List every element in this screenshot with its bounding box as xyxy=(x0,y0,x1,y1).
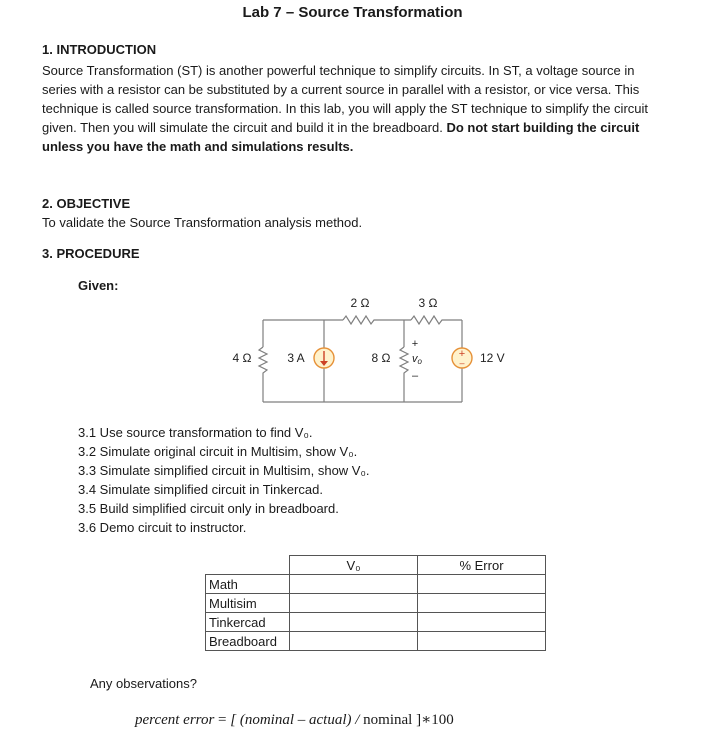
procedure-heading: 3. PROCEDURE xyxy=(42,246,140,261)
table-cell xyxy=(418,575,546,594)
results-table xyxy=(205,555,546,651)
intro-bold-text: Do not start building the circuit unless you have the math and simulations results. xyxy=(42,120,640,154)
table-cell xyxy=(290,594,418,613)
observations-label: Any observations? xyxy=(90,676,197,691)
vs-plus-sign: + xyxy=(458,348,466,360)
procedure-step: 3.5 Build simplified circuit only in breadboard. xyxy=(78,501,339,516)
table-cell xyxy=(418,613,546,632)
procedure-step: 3.4 Simulate simplified circuit in Tinkercad. xyxy=(78,482,323,497)
table-row xyxy=(206,594,546,613)
intro-text: Source Transformation (ST) is another powerful technique to simplify circuits. In ST, a voltage source in series with a resistor can be substituted by a current source in parallel with a resistor, or vice versa. This technique is called source transformation. In this lab, you will apply the ST technique to simplify the circuit given. Then you will simulate the circuit and build it in the breadboard. xyxy=(42,63,649,135)
procedure-step: 3.6 Demo circuit to instructor. xyxy=(78,520,247,535)
intro-heading: 1. INTRODUCTION xyxy=(42,42,157,57)
percent-error-formula xyxy=(135,710,454,729)
formula-rhs-b: nominal xyxy=(363,712,413,728)
procedure-step: 3.2 Simulate original circuit in Multisim, show V₀. xyxy=(78,444,358,459)
label-r-3ohm: 3 Ω xyxy=(418,296,438,310)
vo-plus-sign: + xyxy=(411,338,419,350)
formula-lhs: percent error xyxy=(135,712,215,728)
formula-rhs-c: ]∗100 xyxy=(412,712,454,728)
resistor-4ohm xyxy=(259,347,267,375)
table-cell xyxy=(290,613,418,632)
table-cell xyxy=(290,632,418,651)
table-header-cell: V₀ xyxy=(290,556,418,575)
label-r-2ohm: 2 Ω xyxy=(350,296,370,310)
label-voltage-source: 12 V xyxy=(480,351,505,365)
table-row-label: Tinkercad xyxy=(206,613,290,632)
circuit-diagram xyxy=(200,285,520,415)
vs-minus-sign: – xyxy=(459,358,465,368)
table-cell xyxy=(290,575,418,594)
table-row xyxy=(206,613,546,632)
voltage-source xyxy=(452,348,472,368)
resistor-8ohm xyxy=(400,347,408,375)
label-current-source: 3 A xyxy=(287,351,305,365)
vo-minus-sign: – xyxy=(411,370,419,382)
table-row xyxy=(206,632,546,651)
table-header-row xyxy=(206,556,546,575)
procedure-step: 3.3 Simulate simplified circuit in Multisim, show V₀. xyxy=(78,463,370,478)
procedure-step: 3.1 Use source transformation to find V₀. xyxy=(78,425,313,440)
label-vo: vo xyxy=(412,353,422,366)
page-title: Lab 7 – Source Transformation xyxy=(242,4,463,21)
label-r-8ohm: 8 Ω xyxy=(371,351,391,365)
intro-paragraph xyxy=(42,61,652,156)
current-source xyxy=(314,348,334,368)
table-row-label: Math xyxy=(206,575,290,594)
resistor-3ohm xyxy=(411,316,445,324)
label-r-4ohm: 4 Ω xyxy=(232,351,252,365)
formula-equals: = xyxy=(214,712,231,728)
table-cell xyxy=(418,594,546,613)
table-row-label: Breadboard xyxy=(206,632,290,651)
table-row-label: Multisim xyxy=(206,594,290,613)
procedure-steps xyxy=(78,423,369,537)
formula-rhs-a: [ (nominal – actual) / xyxy=(230,712,364,728)
objective-text: To validate the Source Transformation analysis method. xyxy=(42,215,363,230)
table-cell xyxy=(418,632,546,651)
resistor-2ohm xyxy=(343,316,377,324)
given-label: Given: xyxy=(78,278,119,293)
table-header-cell: % Error xyxy=(418,556,546,575)
table-header-cell xyxy=(206,556,290,575)
table-row xyxy=(206,575,546,594)
objective-heading: 2. OBJECTIVE xyxy=(42,196,131,211)
